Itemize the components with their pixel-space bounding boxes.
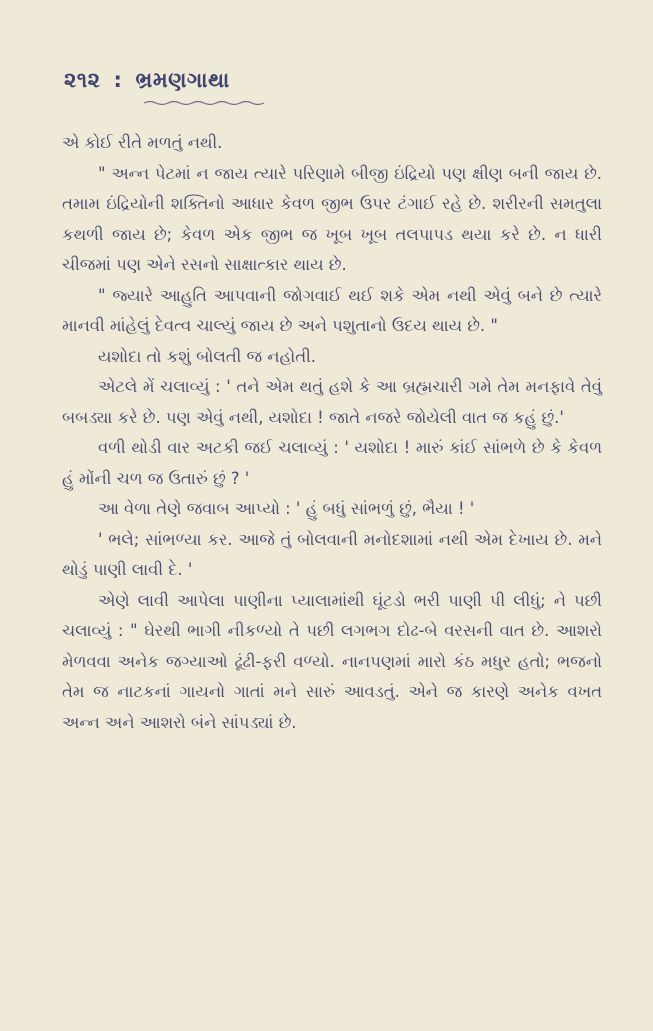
paragraph: યશોદા તો કશું બોલતી જ નહોતી. [98, 346, 316, 366]
paragraph: એ કોઈ રીતે મળતું નથી. [62, 133, 223, 152]
running-header [64, 68, 294, 108]
paragraph: એણે લાવી આપેલા પાણીના પ્યાલામાંથી ઘૂંટડો ભરી પાણી પી લીધું; ને પછી ચલાવ્યું : " ઘેરથી ભાગી નીકળ્યો તે પછી લગભગ દોઢ-બે વરસની વાત છે. આશરો મેળવવા અનેક જગ્યાઓ ઢૂંઢી-ફરી વળ્યો. નાનપણમાં મારો કંઠ મધુર હતો; ભજનો તેમ જ નાટકનાં ગાયનો ગાતાં મને સારું આવડતું. એને જ કારણે અનેક વખત અન્ન અને આશરો બંને સાંપડ્યાં છે. [62, 590, 602, 732]
page-number: ૨૧૨ [64, 68, 101, 92]
paragraph: ' ભલે; સાંભળ્યા કર. આજે તું બોલવાની મનોદશામાં નથી એમ દેખાય છે. મને થોડું પાણી લાવી દે. ' [62, 529, 602, 579]
paragraph: " જ્યારે આહુતિ આપવાની જોગવાઈ થઈ શકે એમ નથી એવું બને છે ત્યારે માનવી માંહેલું દેવત્વ ચાલ્યું જાય છે અને પશુતાનો ઉદય થાય છે. " [62, 285, 602, 335]
paragraph: એટલે મેં ચલાવ્યું : ' તને એમ થતું હશે કે આ બ્રહ્મચારી ગમે તેમ મનફાવે તેવું બબડ્યા કરે છે. પણ એવું નથી, યશોદા ! જાતે નજરે જોયેલી વાત જ કહું છું.' [62, 377, 602, 427]
paragraph: આ વેળા તેણે જવાબ આપ્યો : ' હું બધું સાંભળું છું, ભૈયા ! ' [98, 499, 475, 518]
body-text [62, 128, 602, 738]
paragraph: " અન્ન પેટમાં ન જાય ત્યારે પરિણામે બીજી ઇંદ્રિયો પણ ક્ષીણ બની જાય છે. તમામ ઇંદ્રિયોની શક્તિનો આધાર કેવળ જીભ ઉપર ટંગાઈ રહે છે. શરીરની સમતુલા કથળી જાય છે; કેવળ એક જીભ જ ખૂબ ખૂબ તલપાપડ થયા કરે છે. ન ધારી ચીજમાં પણ એને રસનો સાક્ષાત્કાર થાય છે. [62, 163, 602, 274]
header-separator: : [113, 68, 123, 92]
chapter-title: ભ્રમણગાથા [135, 68, 230, 92]
header-rule [64, 100, 274, 106]
paragraph: વળી થોડી વાર અટકી જઈ ચલાવ્યું : ' યશોદા ! મારું કાંઈ સાંભળે છે કે કેવળ હું મોંની ચળ જ ઉતારું છું ? ' [62, 438, 602, 488]
